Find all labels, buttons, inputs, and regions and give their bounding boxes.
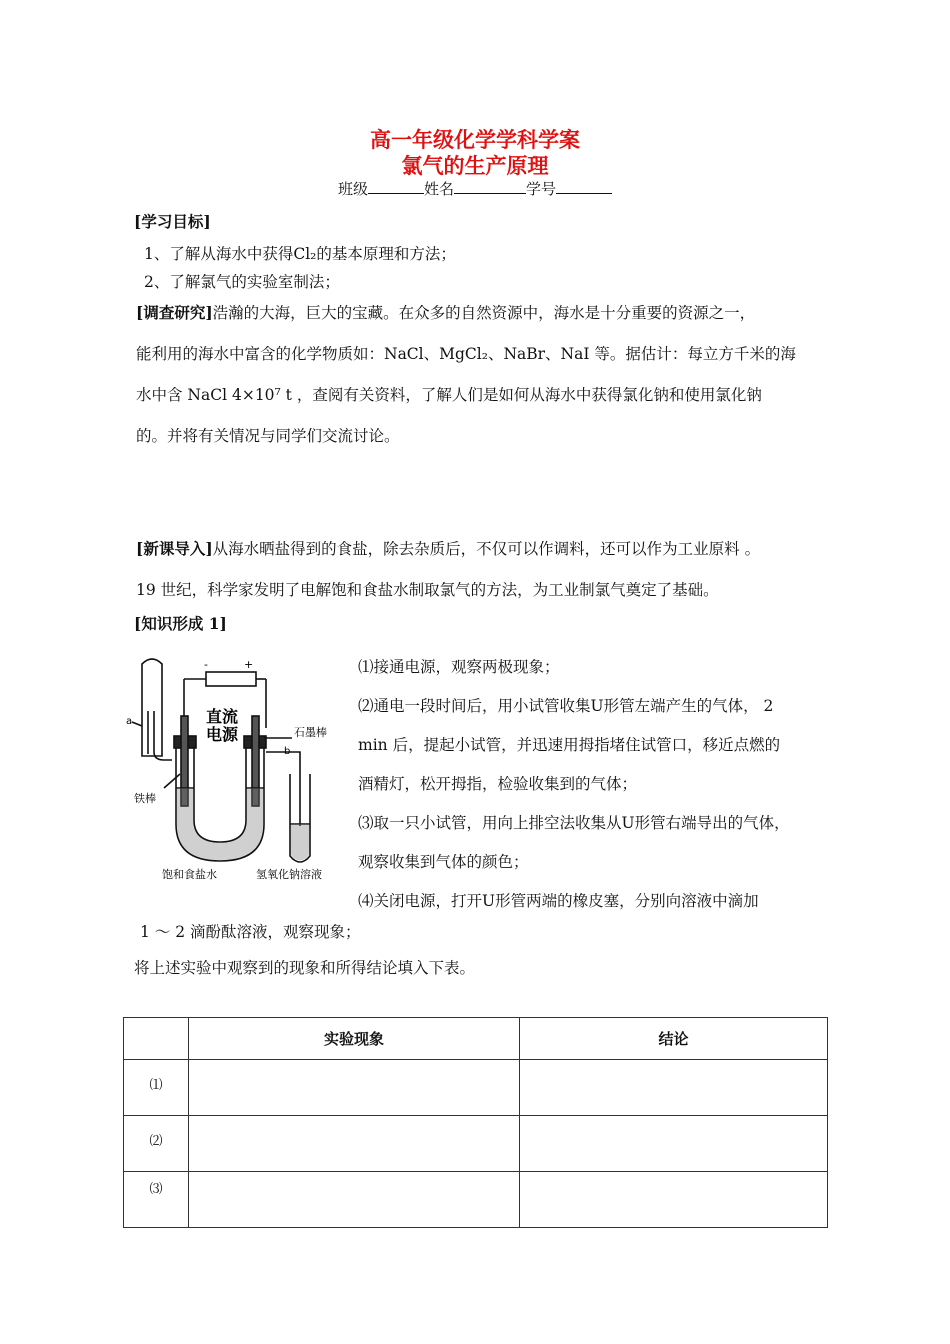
step-line: ⑴接通电源，观察两极现象；	[358, 658, 560, 676]
label-a: a	[126, 716, 133, 727]
step-line: ⑵通电一段时间后，用小试管收集U形管左端产生的气体， 2	[358, 697, 774, 715]
phenomenon-cell[interactable]	[189, 1116, 520, 1172]
class-blank[interactable]	[368, 179, 424, 194]
experiment-steps	[358, 648, 828, 921]
column-header-phenomenon: 实验现象	[189, 1018, 520, 1060]
intro-line-1: 从海水晒盐得到的食盐，除去杂质后，不仅可以作调料，还可以作为工业原料 。	[212, 540, 761, 558]
intro-heading: [新课导入]	[136, 539, 213, 558]
table-row	[124, 1172, 828, 1228]
research-heading: [调查研究]	[136, 303, 213, 322]
column-header-conclusion: 结论	[520, 1018, 828, 1060]
name-blank[interactable]	[454, 179, 526, 194]
graphite-label: 石墨棒	[294, 726, 327, 739]
step-line: 观察收集到气体的颜色；	[358, 853, 529, 871]
table-row	[124, 1060, 828, 1116]
research-line-1: 浩瀚的大海，巨大的宝藏。在众多的自然资源中，海水是十分重要的资源之一，	[212, 304, 756, 322]
column-header-number	[124, 1018, 189, 1060]
objective-item-1: 1、了解从海水中获得Cl₂的基本原理和方法；	[144, 245, 456, 263]
step-line: ⑶取一只小试管，用向上排空法收集从U形管右端导出的气体，	[358, 814, 790, 832]
table-header-row	[124, 1018, 828, 1060]
phenomenon-cell[interactable]	[189, 1060, 520, 1116]
name-label: 姓名	[423, 180, 454, 198]
research-line-2: 能利用的海水中富含的化学物质如：NaCl、MgCl₂、NaBr、NaI 等。据估计：每立方千米的海	[136, 345, 796, 363]
results-table	[123, 1017, 828, 1228]
step-line: ⑷关闭电源，打开U形管两端的橡皮塞，分别向溶液中滴加	[358, 892, 759, 910]
table-row	[124, 1116, 828, 1172]
plus-terminal: +	[244, 658, 254, 671]
conclusion-cell[interactable]	[520, 1116, 828, 1172]
iron-label: 铁棒	[134, 792, 156, 805]
electrolysis-diagram	[124, 656, 346, 886]
number-blank[interactable]	[556, 179, 612, 194]
student-info-line	[0, 178, 950, 199]
research-section	[136, 292, 826, 457]
power-label-1: 直流	[206, 707, 239, 726]
intro-section	[136, 528, 826, 611]
page-title: 高一年级化学学科学案	[370, 128, 580, 152]
row-number: ⑶	[124, 1172, 189, 1228]
research-line-4: 的。并将有关情况与同学们交流讨论。	[136, 427, 400, 445]
objectives-heading: [学习目标]	[134, 212, 211, 231]
power-label-2: 电源	[206, 725, 239, 744]
naoh-label: 氢氧化钠溶液	[256, 868, 322, 881]
conclusion-cell[interactable]	[520, 1060, 828, 1116]
brine-label: 饱和食盐水	[162, 868, 217, 881]
step-line: min 后，提起小试管，并迅速用拇指堵住试管口，移近点燃的	[358, 736, 781, 754]
class-label: 班级	[337, 180, 368, 198]
step-continuation: 1 ～ 2 滴酚酞溶液，观察现象；	[140, 923, 361, 941]
label-b: b	[284, 746, 291, 757]
intro-line-2: 19 世纪，科学家发明了电解饱和食盐水制取氯气的方法，为工业制氯气奠定了基础。	[136, 581, 719, 599]
step-line: 酒精灯，松开拇指，检验收集到的气体；	[358, 775, 638, 793]
conclusion-cell[interactable]	[520, 1172, 828, 1228]
number-label: 学号	[526, 180, 557, 198]
row-number: ⑵	[124, 1116, 189, 1172]
page-subtitle: 氯气的生产原理	[401, 154, 549, 178]
phenomenon-cell[interactable]	[189, 1172, 520, 1228]
minus-terminal: -	[204, 658, 208, 671]
research-line-3: 水中含 NaCl 4×10⁷ t ，查阅有关资料，了解人们是如何从海水中获得氯化钠和使用氯化钠	[136, 386, 762, 404]
row-number: ⑴	[124, 1060, 189, 1116]
knowledge-heading: [知识形成 1]	[134, 614, 227, 633]
objective-item-2: 2、了解氯气的实验室制法；	[144, 273, 340, 291]
fill-instruction: 将上述实验中观察到的现象和所得结论填入下表。	[134, 959, 476, 977]
